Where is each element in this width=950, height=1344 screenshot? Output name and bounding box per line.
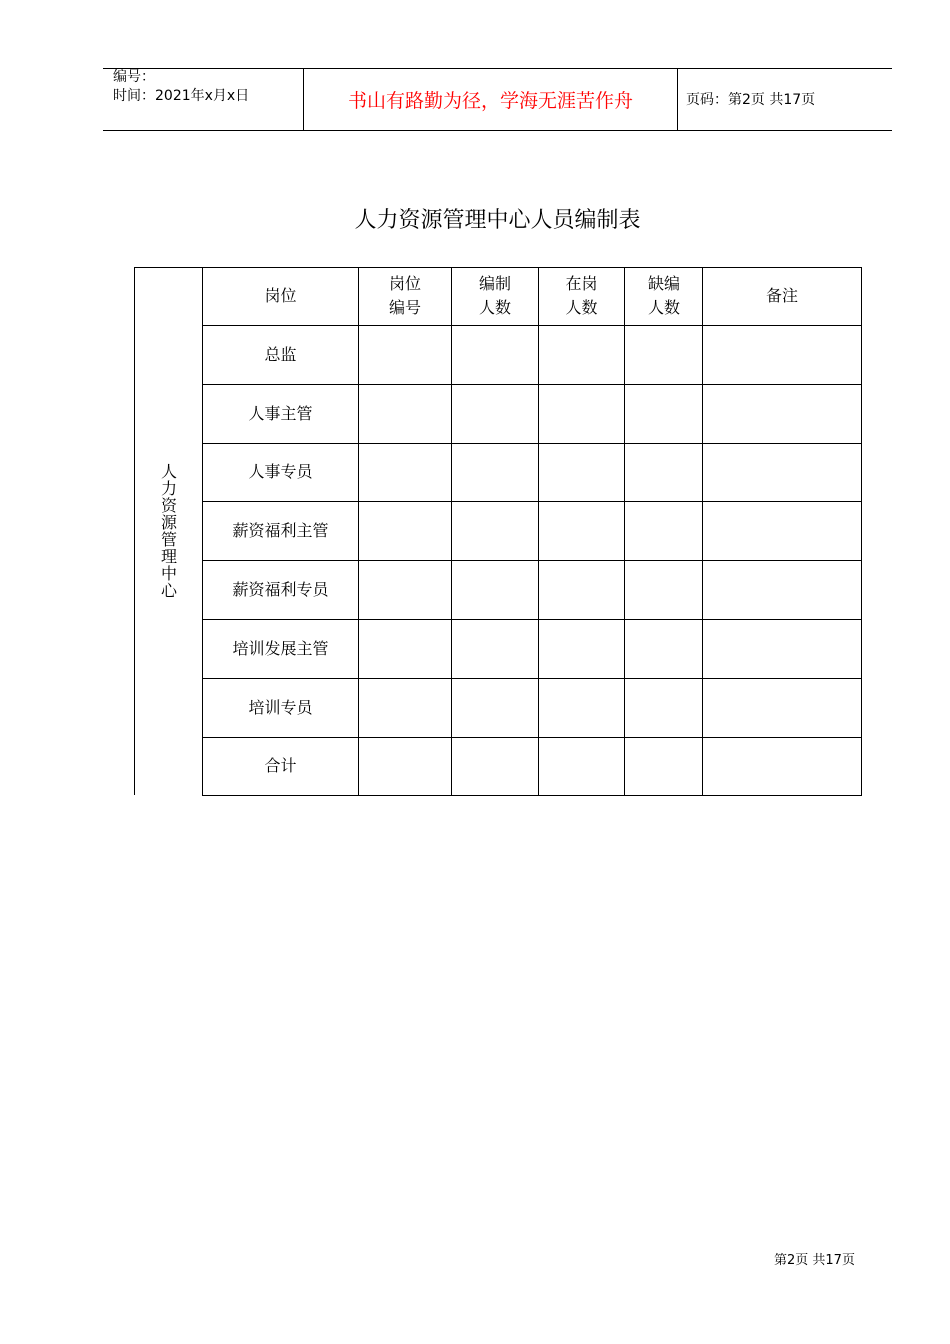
column-header-line: 编制 xyxy=(478,274,511,293)
table-row-label: 培训发展主管 xyxy=(232,638,329,658)
table-row-label: 培训专员 xyxy=(248,697,313,717)
header-divider xyxy=(677,68,678,130)
grid-line xyxy=(202,501,862,502)
department-name: 人力资源管理中心 xyxy=(158,463,178,599)
grid-line xyxy=(702,267,703,796)
column-header-vacancy-count xyxy=(625,267,703,325)
column-header-line: 岗位 xyxy=(388,274,421,293)
column-header-line: 岗位 xyxy=(264,286,297,305)
page-footer: 第2页 共17页 xyxy=(774,1253,855,1268)
grid-line xyxy=(861,267,862,796)
grid-line xyxy=(451,267,452,796)
grid-line xyxy=(202,619,862,620)
column-header-onduty-count xyxy=(538,267,625,325)
table-row-label: 合计 xyxy=(264,756,297,775)
column-header-line: 编号 xyxy=(388,298,421,317)
table-row-label: 薪资福利专员 xyxy=(232,579,329,599)
column-header-line: 人数 xyxy=(565,298,598,317)
grid-line xyxy=(202,384,862,385)
column-header-line: 在岗 xyxy=(565,274,598,293)
header-meta xyxy=(113,68,249,106)
number-label: 编号： xyxy=(113,69,155,85)
grid-line xyxy=(202,795,862,796)
column-header-remarks xyxy=(703,267,861,325)
header-page-info: 页码：第2页 共17页 xyxy=(686,92,816,108)
page-title: 人力资源管理中心人员编制表 xyxy=(354,208,641,233)
grid-line xyxy=(538,267,539,796)
column-header-line: 人数 xyxy=(647,298,680,317)
column-header-line: 备注 xyxy=(765,286,798,305)
grid-line xyxy=(202,267,203,796)
header-bottom-rule xyxy=(103,130,892,131)
grid-line xyxy=(202,678,862,679)
column-header-line: 缺编 xyxy=(647,274,680,293)
grid-line xyxy=(358,267,359,796)
department-cell xyxy=(134,267,202,795)
column-header-position xyxy=(203,267,358,325)
table-row-label: 人事专员 xyxy=(248,462,313,481)
table-row-label: 薪资福利主管 xyxy=(232,520,329,540)
table-row-label: 总监 xyxy=(264,344,297,364)
time-label: 时间：2021年x月x日 xyxy=(113,88,250,104)
grid-line xyxy=(202,560,862,561)
grid-line xyxy=(202,325,862,326)
grid-line xyxy=(202,267,862,268)
grid-line xyxy=(624,267,625,796)
table-row-label: 人事主管 xyxy=(248,403,313,423)
column-header-line: 人数 xyxy=(478,298,511,317)
column-header-budget-count xyxy=(452,267,538,325)
grid-line xyxy=(202,737,862,738)
header-motto: 书山有路勤为径，学海无涯苦作舟 xyxy=(347,89,633,112)
column-header-position-code xyxy=(358,267,452,325)
grid-line xyxy=(202,443,862,444)
